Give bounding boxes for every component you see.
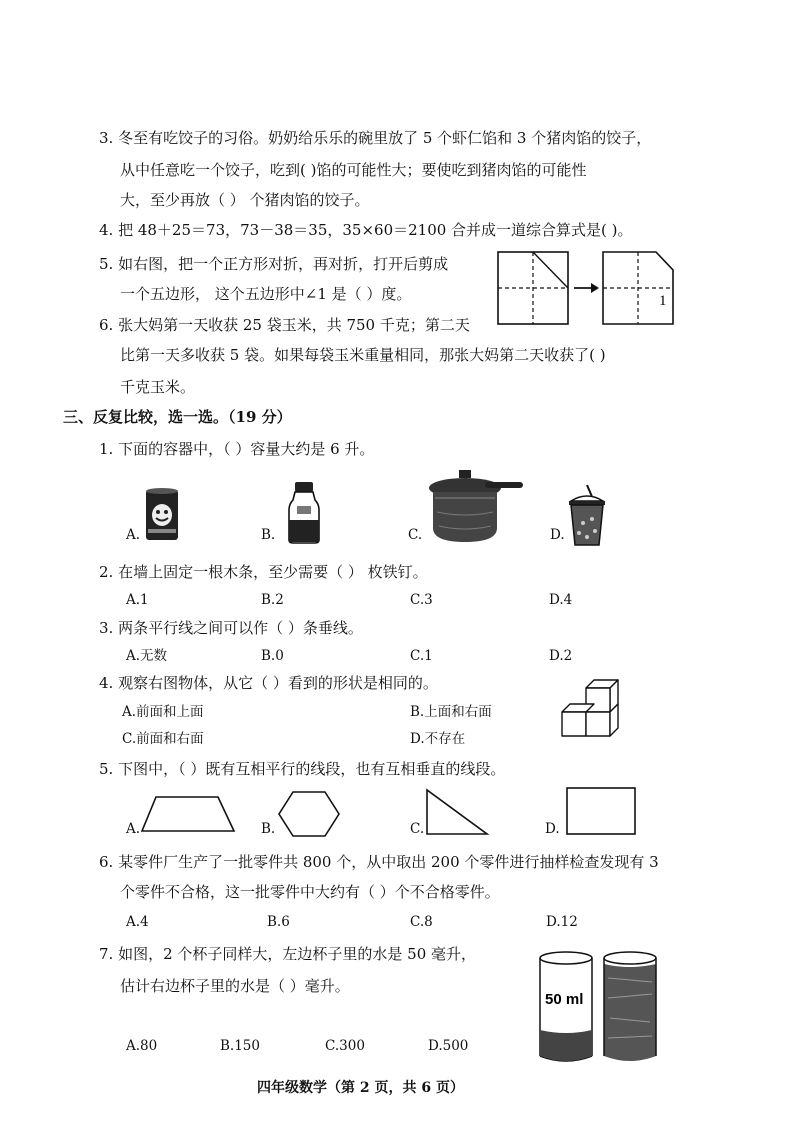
s3-q4-option-a[interactable]: A.前面和上面 (122, 704, 204, 720)
s2-q3-line3: 大，至少再放（ ） 个猪肉馅的饺子。 (120, 191, 370, 209)
milk-bottle-icon (285, 480, 325, 546)
s2-q5-line1: 5. 如右图，把一个正方形对折，再对折，打开后剪成 (99, 255, 449, 273)
pressure-cooker-icon (425, 468, 525, 546)
s3-q4-option-b[interactable]: B.上面和右面 (410, 704, 492, 720)
s3-q6-line2: 个零件不合格，这一批零件中大约有（ ）个不合格零件。 (120, 883, 500, 901)
s3-q5-option-d[interactable]: D. (545, 821, 560, 837)
rectangle-shape (565, 786, 637, 838)
s2-q4-line1: 4. 把 48＋25＝73，73－38＝35，35×60＝2100 合并成一道综合算式是( )。 (99, 221, 633, 239)
s3-q4-stem: 4. 观察右图物体，从它（ ）看到的形状是相同的。 (99, 674, 438, 692)
s3-q6-option-d[interactable]: D.12 (546, 914, 578, 930)
s3-q7-option-a[interactable]: A.80 (126, 1038, 158, 1054)
s3-q7-option-c[interactable]: C.300 (325, 1038, 365, 1054)
s2-q6-line3: 千克玉米。 (120, 378, 196, 396)
angle-1-label: 1 (659, 293, 667, 309)
bubble-tea-cup-icon (565, 483, 609, 549)
s3-q6-option-a[interactable]: A.4 (126, 914, 149, 930)
s3-q7-line2: 估计右边杯子里的水是（ ）毫升。 (120, 977, 350, 995)
s3-q5-stem: 5. 下图中，（ ）既有互相平行的线段，也有互相垂直的线段。 (99, 760, 506, 778)
s3-q4-option-c[interactable]: C.前面和右面 (122, 731, 204, 747)
s3-q1-option-d[interactable]: D. (550, 527, 565, 543)
cube-stack-figure (548, 676, 640, 746)
s3-q3-option-c[interactable]: C.1 (410, 648, 433, 664)
s3-q2-option-b[interactable]: B.2 (261, 592, 284, 608)
s3-q6-option-c[interactable]: C.8 (410, 914, 433, 930)
s3-q6-line1: 6. 某零件厂生产了一批零件共 800 个，从中取出 200 个零件进行抽样检查发现有 3 (99, 853, 659, 871)
right-triangle-shape (425, 788, 491, 838)
s2-q6-line1: 6. 张大妈第一天收获 25 袋玉米，共 750 千克；第二天 (99, 316, 470, 334)
s3-q6-option-b[interactable]: B.6 (267, 914, 290, 930)
s3-q1-option-b[interactable]: B. (261, 527, 276, 543)
s3-q4-option-d[interactable]: D.不存在 (410, 731, 466, 747)
s3-q2-stem: 2. 在墙上固定一根木条，至少需要（ ） 枚铁钉。 (99, 563, 428, 581)
s2-q3-line1: 3. 冬至有吃饺子的习俗。奶奶给乐乐的碗里放了 5 个虾仁馅和 3 个猪肉馅的饺子， (99, 129, 652, 147)
s3-q5-option-b[interactable]: B. (261, 821, 276, 837)
soda-can-icon (143, 487, 183, 545)
s3-q3-option-b[interactable]: B.0 (261, 648, 284, 664)
s3-q2-option-a[interactable]: A.1 (126, 592, 149, 608)
folded-square-figure (496, 250, 681, 330)
s3-q1-option-a[interactable]: A. (126, 527, 141, 543)
s3-q3-stem: 3. 两条平行线之间可以作（ ）条垂线。 (99, 619, 363, 637)
s3-q7-option-b[interactable]: B.150 (220, 1038, 260, 1054)
two-cups-figure (536, 948, 666, 1068)
s3-q3-option-d[interactable]: D.2 (549, 648, 573, 664)
s3-q3-option-a[interactable]: A.无数 (126, 648, 168, 664)
s3-q2-option-d[interactable]: D.4 (549, 592, 573, 608)
s3-q1-option-c[interactable]: C. (408, 527, 423, 543)
s3-q5-option-c[interactable]: C. (410, 821, 425, 837)
cut-line (533, 252, 568, 288)
s3-q7-line1: 7. 如图，2 个杯子同样大，左边杯子里的水是 50 毫升， (99, 945, 477, 963)
section3-heading: 三、反复比较，选一选。（19 分） (63, 408, 292, 426)
s3-q5-option-a[interactable]: A. (126, 821, 141, 837)
left-cup-label: 50 ml (545, 991, 584, 1008)
s2-q5-line2: 一个五边形， 这个五边形中∠1 是（ ）度。 (120, 285, 412, 303)
page-footer: 四年级数学（第 2 页，共 6 页） (257, 1080, 464, 1096)
hexagon-shape (277, 790, 341, 838)
arrow-icon (591, 283, 599, 293)
s2-q6-line2: 比第一天多收获 5 袋。如果每袋玉米重量相同，那张大妈第二天收获了( ) (120, 346, 606, 364)
s3-q2-option-c[interactable]: C.3 (410, 592, 433, 608)
s2-q3-line2: 从中任意吃一个饺子，吃到( )馅的可能性大；要使吃到猪肉馅的可能性 (120, 161, 587, 179)
s3-q1-stem: 1. 下面的容器中，（ ）容量大约是 6 升。 (99, 440, 375, 458)
s3-q7-option-d[interactable]: D.500 (428, 1038, 469, 1054)
trapezoid-shape (138, 795, 238, 835)
